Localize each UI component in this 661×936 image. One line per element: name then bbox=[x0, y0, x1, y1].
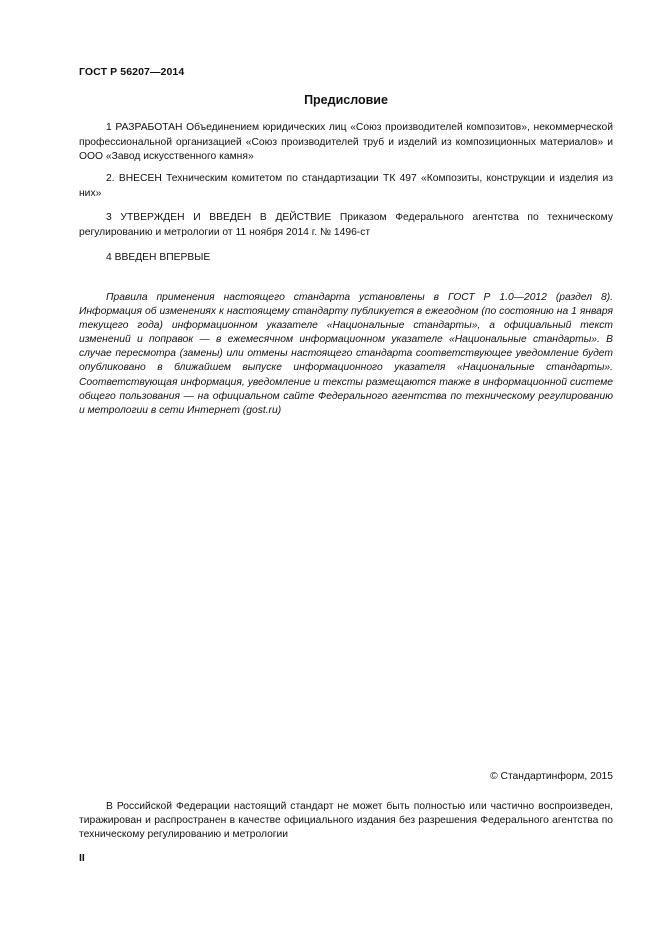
paragraph-developed-by: 1 РАЗРАБОТАН Объединением юридических лиц «Союз производителей композитов», некоммерческой профессиональной организацией «Союз производителей труб и изделий из композиционных материалов» и ООО «Завод искусственного камня» bbox=[79, 122, 613, 162]
paragraph-approved: 3 УТВЕРЖДЕН И ВВЕДЕН В ДЕЙСТВИЕ Приказом Федерального агентства по техническому регулированию и метрологии от 11 ноября 2014 г. № 1496-ст bbox=[79, 212, 613, 238]
document-code: ГОСТ Р 56207—2014 bbox=[79, 66, 185, 78]
paragraph-introduced: 4 ВВЕДЕН ВПЕРВЫЕ bbox=[106, 252, 211, 263]
paragraph-submitted-by: 2. ВНЕСЕН Техническим комитетом по стандартизации ТК 497 «Композиты, конструкции и изделия из них» bbox=[79, 173, 613, 199]
page-title: Предисловие bbox=[304, 93, 388, 107]
copyright-notice: © Стандартинформ, 2015 bbox=[490, 771, 613, 782]
reproduction-notice: В Российской Федерации настоящий стандарт не может быть полностью или частично воспроизведен, тиражирован и распространен в качестве официального издания без разрешения Федерального агентства по техническому регулированию и метрологии bbox=[79, 801, 613, 841]
paragraph-application-rules: Правила применения настоящего стандарта установлены в ГОСТ Р 1.0—2012 (раздел 8). Информация об изменениях к настоящему стандарту публикуется в ежегодном (по состоянию на 1 января текущего года) информационном указателе «Национальные стандарты», а официальный текст изменений и поправок — в ежемесячном информационном указателе «Национальные стандарты». В случае пересмотра (замены) или отмены настоящего стандарта соответствующее уведомление будет опубликовано в ближайшем выпуске информационного указателя «Национальные стандарты». Соответствующая информация, уведомление и тексты размещаются также в информационной системе общего пользования — на официальном сайте Федерального агентства по техническому регулированию и метрологии в сети Интернет (gost.ru) bbox=[79, 292, 613, 416]
page-number: II bbox=[79, 852, 85, 864]
